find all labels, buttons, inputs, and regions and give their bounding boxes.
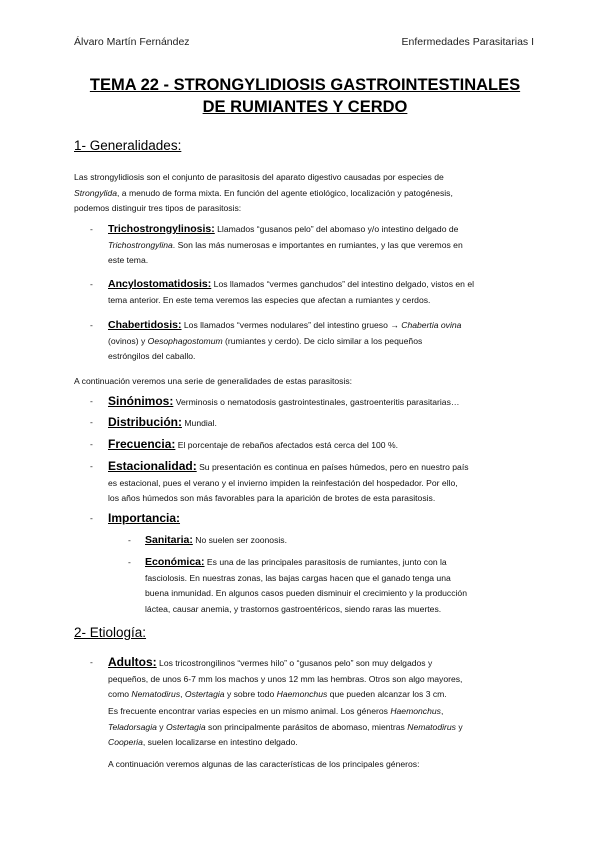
list-item-importancia: - Importancia:: [90, 511, 181, 525]
list-item-sinonimos: - Sinónimos: Verminosis o nematodosis gastrointestinales, gastroenteritis parasitarias…: [90, 394, 460, 408]
list-item-trichostrongylinosis: - Trichostrongylinosis: Llamados “gusanos pelo” del abomaso y/o intestino delgado de Trichostrongylina. Son las más numerosas e importantes en rumiantes, y las que veremos en este tema.: [90, 223, 463, 265]
list-item-estacionalidad: - Estacionalidad: Su presentación es continua en países húmedos, pero en nuestro país es estacional, pues el verano y el invierno impiden la reinfestación del hospedador. Por ello, los años húmedos son más favorables para la aparición de brotes de esta parasitosis.: [90, 459, 469, 503]
section-heading-etiologia: 2- Etiología:: [74, 625, 147, 640]
list-item-chabertidosis: - Chabertidosis: Los llamados “vermes nodulares” del intestino grueso → Chabertia ovina (ovinos) y Oesophagostomum (rumiantes y cerdo). De ciclo similar a los pequeños estróngilos del caballo.: [90, 319, 462, 361]
intro-paragraph: Las strongylidiosis son el conjunto de parasitosis del aparato digestivo causadas por especies de Strongylida, a menudo de forma mixta. En función del agente etiológico, localización y patogénesis, podemos distinguir tres tipos de parasitosis:: [74, 172, 453, 213]
list-item-distribucion: - Distribución: Mundial.: [90, 415, 217, 429]
header-author: Álvaro Martín Fernández: [74, 36, 190, 48]
list-item-adultos: - Adultos: Los tricostrongilinos “vermes hilo” o “gusanos pelo” son muy delgados y pequeños, de unos 6-7 mm los machos y unos 12 mm las hembras. Otros son algo mayores, como Nematodirus, Ostertagia y sobre todo Haemonchus que pueden alcanzar los 3 cm.: [90, 655, 463, 699]
generalities-intro: A continuación veremos una serie de generalidades de estas parasitosis:: [74, 376, 353, 386]
header-course: Enfermedades Parasitarias I: [401, 36, 534, 48]
list-item-frecuencia: - Frecuencia: El porcentaje de rebaños afectados está cerca del 100 %.: [90, 437, 398, 451]
list-item-sanitaria: - Sanitaria: No suelen ser zoonosis.: [128, 534, 287, 546]
etiology-paragraph-genera-intro: A continuación veremos algunas de las características de los principales géneros:: [108, 759, 420, 769]
etiology-paragraph-species: Es frecuente encontrar varias especies en un mismo animal. Los géneros Haemonchus, Teladorsagia y Ostertagia son principalmente parásitos de abomaso, mientras Nematodirus y Cooperia, suelen localizarse en intestino delgado.: [108, 706, 463, 747]
list-item-ancylostomatidosis: - Ancylostomatidosis: Los llamados “vermes ganchudos” del intestino delgado, vistos en el tema anterior. En este tema veremos las especies que afectan a rumiantes y cerdos.: [90, 278, 475, 305]
list-item-economica: - Económica: Es una de las principales parasitosis de rumiantes, junto con la fasciolosis. En nuestras zonas, las bajas cargas hacen que el ganado tenga una buena inmunidad. En algunos casos pueden disminuir el crecimiento y la producción láctea, causar anemia, y trastornos gastroentéricos, siendo raras las muertes.: [128, 556, 467, 614]
section-heading-generalidades: 1- Generalidades:: [74, 138, 182, 153]
page-title: TEMA 22 - STRONGYLIDIOSIS GASTROINTESTINALES DE RUMIANTES Y CERDO: [89, 76, 521, 116]
